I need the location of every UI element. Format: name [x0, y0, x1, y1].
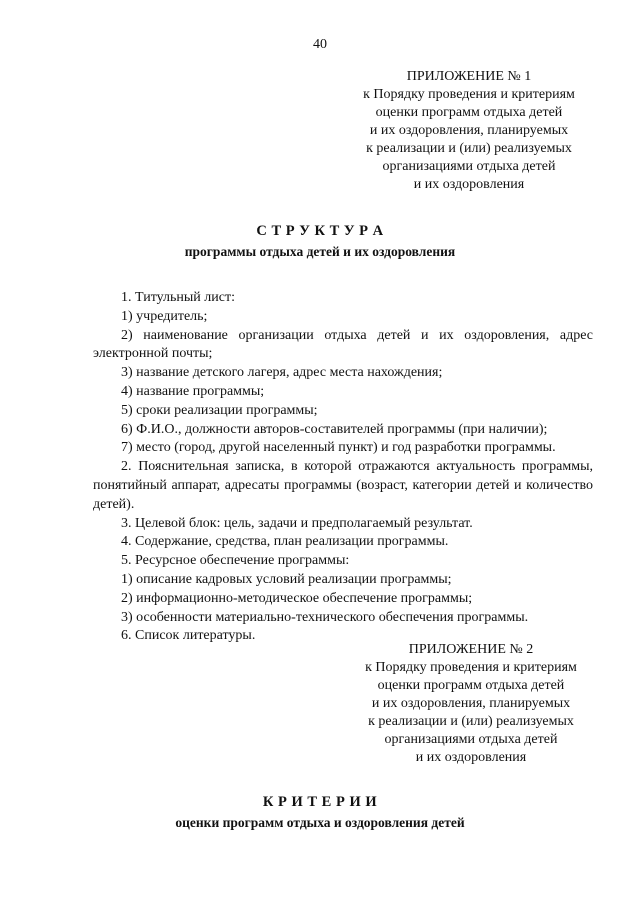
- appendix-1-line: к Порядку проведения и критериям: [363, 87, 575, 102]
- appendix-1-label: ПРИЛОЖЕНИЕ № 1: [406, 69, 532, 84]
- appendix-1-line: к реализации и (или) реализуемых: [366, 141, 572, 156]
- appendix-1-line: и их оздоровления, планируемых: [369, 123, 569, 138]
- list-item: 5. Ресурсное обеспечение программы:: [121, 553, 350, 569]
- appendix-2-line: и их оздоровления: [415, 750, 527, 765]
- appendix-2-line: оценки программ отдыха детей: [377, 678, 565, 693]
- list-item: 5) сроки реализации программы;: [121, 402, 318, 418]
- appendix-2-header: [340, 641, 602, 767]
- appendix-2-label: ПРИЛОЖЕНИЕ № 2: [408, 642, 534, 657]
- structure-title: С Т Р У К Т У Р А: [256, 223, 384, 239]
- structure-list: [93, 289, 593, 646]
- page-number: 40: [313, 37, 327, 52]
- list-item: 2) информационно-методическое обеспечение программы;: [121, 590, 473, 606]
- appendix-2-line: организациями отдыха детей: [384, 732, 558, 747]
- list-item: 1) учредитель;: [121, 308, 208, 324]
- list-item: 6. Список литературы.: [121, 628, 256, 644]
- list-item: 4) название программы;: [121, 383, 265, 399]
- appendix-1-line: оценки программ отдыха детей: [375, 105, 563, 120]
- structure-subtitle: программы отдыха детей и их оздоровления: [184, 244, 456, 259]
- appendix-1-header: [338, 68, 600, 194]
- list-item: 1. Титульный лист:: [121, 290, 235, 305]
- list-item: 4. Содержание, средства, план реализации программы.: [121, 534, 449, 550]
- list-item: 2) наименование организации отдыха детей и их оздоровления, адрес электронной почты;: [93, 327, 593, 362]
- list-item: 6) Ф.И.О., должности авторов-составителей программы (при наличии);: [121, 421, 548, 437]
- list-item: 1) описание кадровых условий реализации программы;: [121, 571, 452, 587]
- appendix-1-line: организациями отдыха детей: [382, 159, 556, 174]
- criteria-subtitle: оценки программ отдыха и оздоровления детей: [175, 815, 465, 830]
- list-item: 3) особенности материально-технического обеспечения программы.: [121, 609, 529, 625]
- list-item: 3. Целевой блок: цель, задачи и предполагаемый результат.: [121, 515, 473, 531]
- list-item: 7) место (город, другой населенный пункт) и год разработки программы.: [121, 440, 556, 456]
- appendix-2-line: к Порядку проведения и критериям: [365, 660, 577, 675]
- appendix-2-line: к реализации и (или) реализуемых: [368, 714, 574, 729]
- appendix-1-line: и их оздоровления: [413, 177, 525, 192]
- list-item: 2. Пояснительная записка, в которой отражаются актуальность программы, понятийный аппарат, адресаты программы (возраст, категории детей и количество детей).: [93, 459, 593, 512]
- appendix-2-line: и их оздоровления, планируемых: [371, 696, 571, 711]
- criteria-title: К Р И Т Е Р И И: [262, 794, 378, 810]
- list-item: 3) название детского лагеря, адрес места нахождения;: [121, 365, 443, 381]
